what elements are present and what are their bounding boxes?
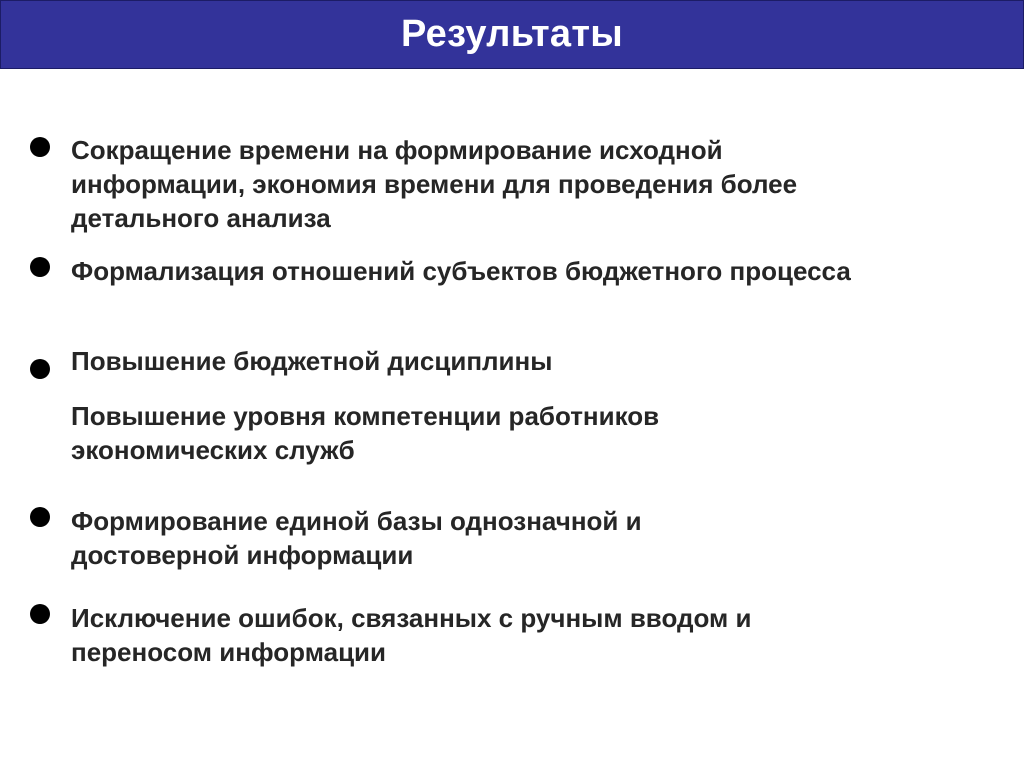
- result-item-discipline: Повышение бюджетной дисциплины: [71, 346, 553, 376]
- bullet-icon: [30, 359, 50, 379]
- title-bar: [0, 0, 1024, 69]
- result-item-unified-base: Формирование единой базы однозначной и достоверной информации: [71, 506, 642, 570]
- bullet-icon: [30, 507, 50, 527]
- bullet-icon: [30, 137, 50, 157]
- result-item-time-savings: Сокращение времени на формирование исходной информации, экономия времени для проведения более детального анализа: [71, 135, 798, 233]
- result-item-competence: Повышение уровня компетенции работников экономических служб: [71, 401, 660, 465]
- bullet-icon: [30, 257, 50, 277]
- result-item-error-exclusion: Исключение ошибок, связанных с ручным вводом и переносом информации: [71, 603, 752, 667]
- slide-title: Результаты: [400, 12, 624, 55]
- result-item-formalization: Формализация отношений субъектов бюджетного процесса: [71, 256, 851, 286]
- bullet-icon: [30, 604, 50, 624]
